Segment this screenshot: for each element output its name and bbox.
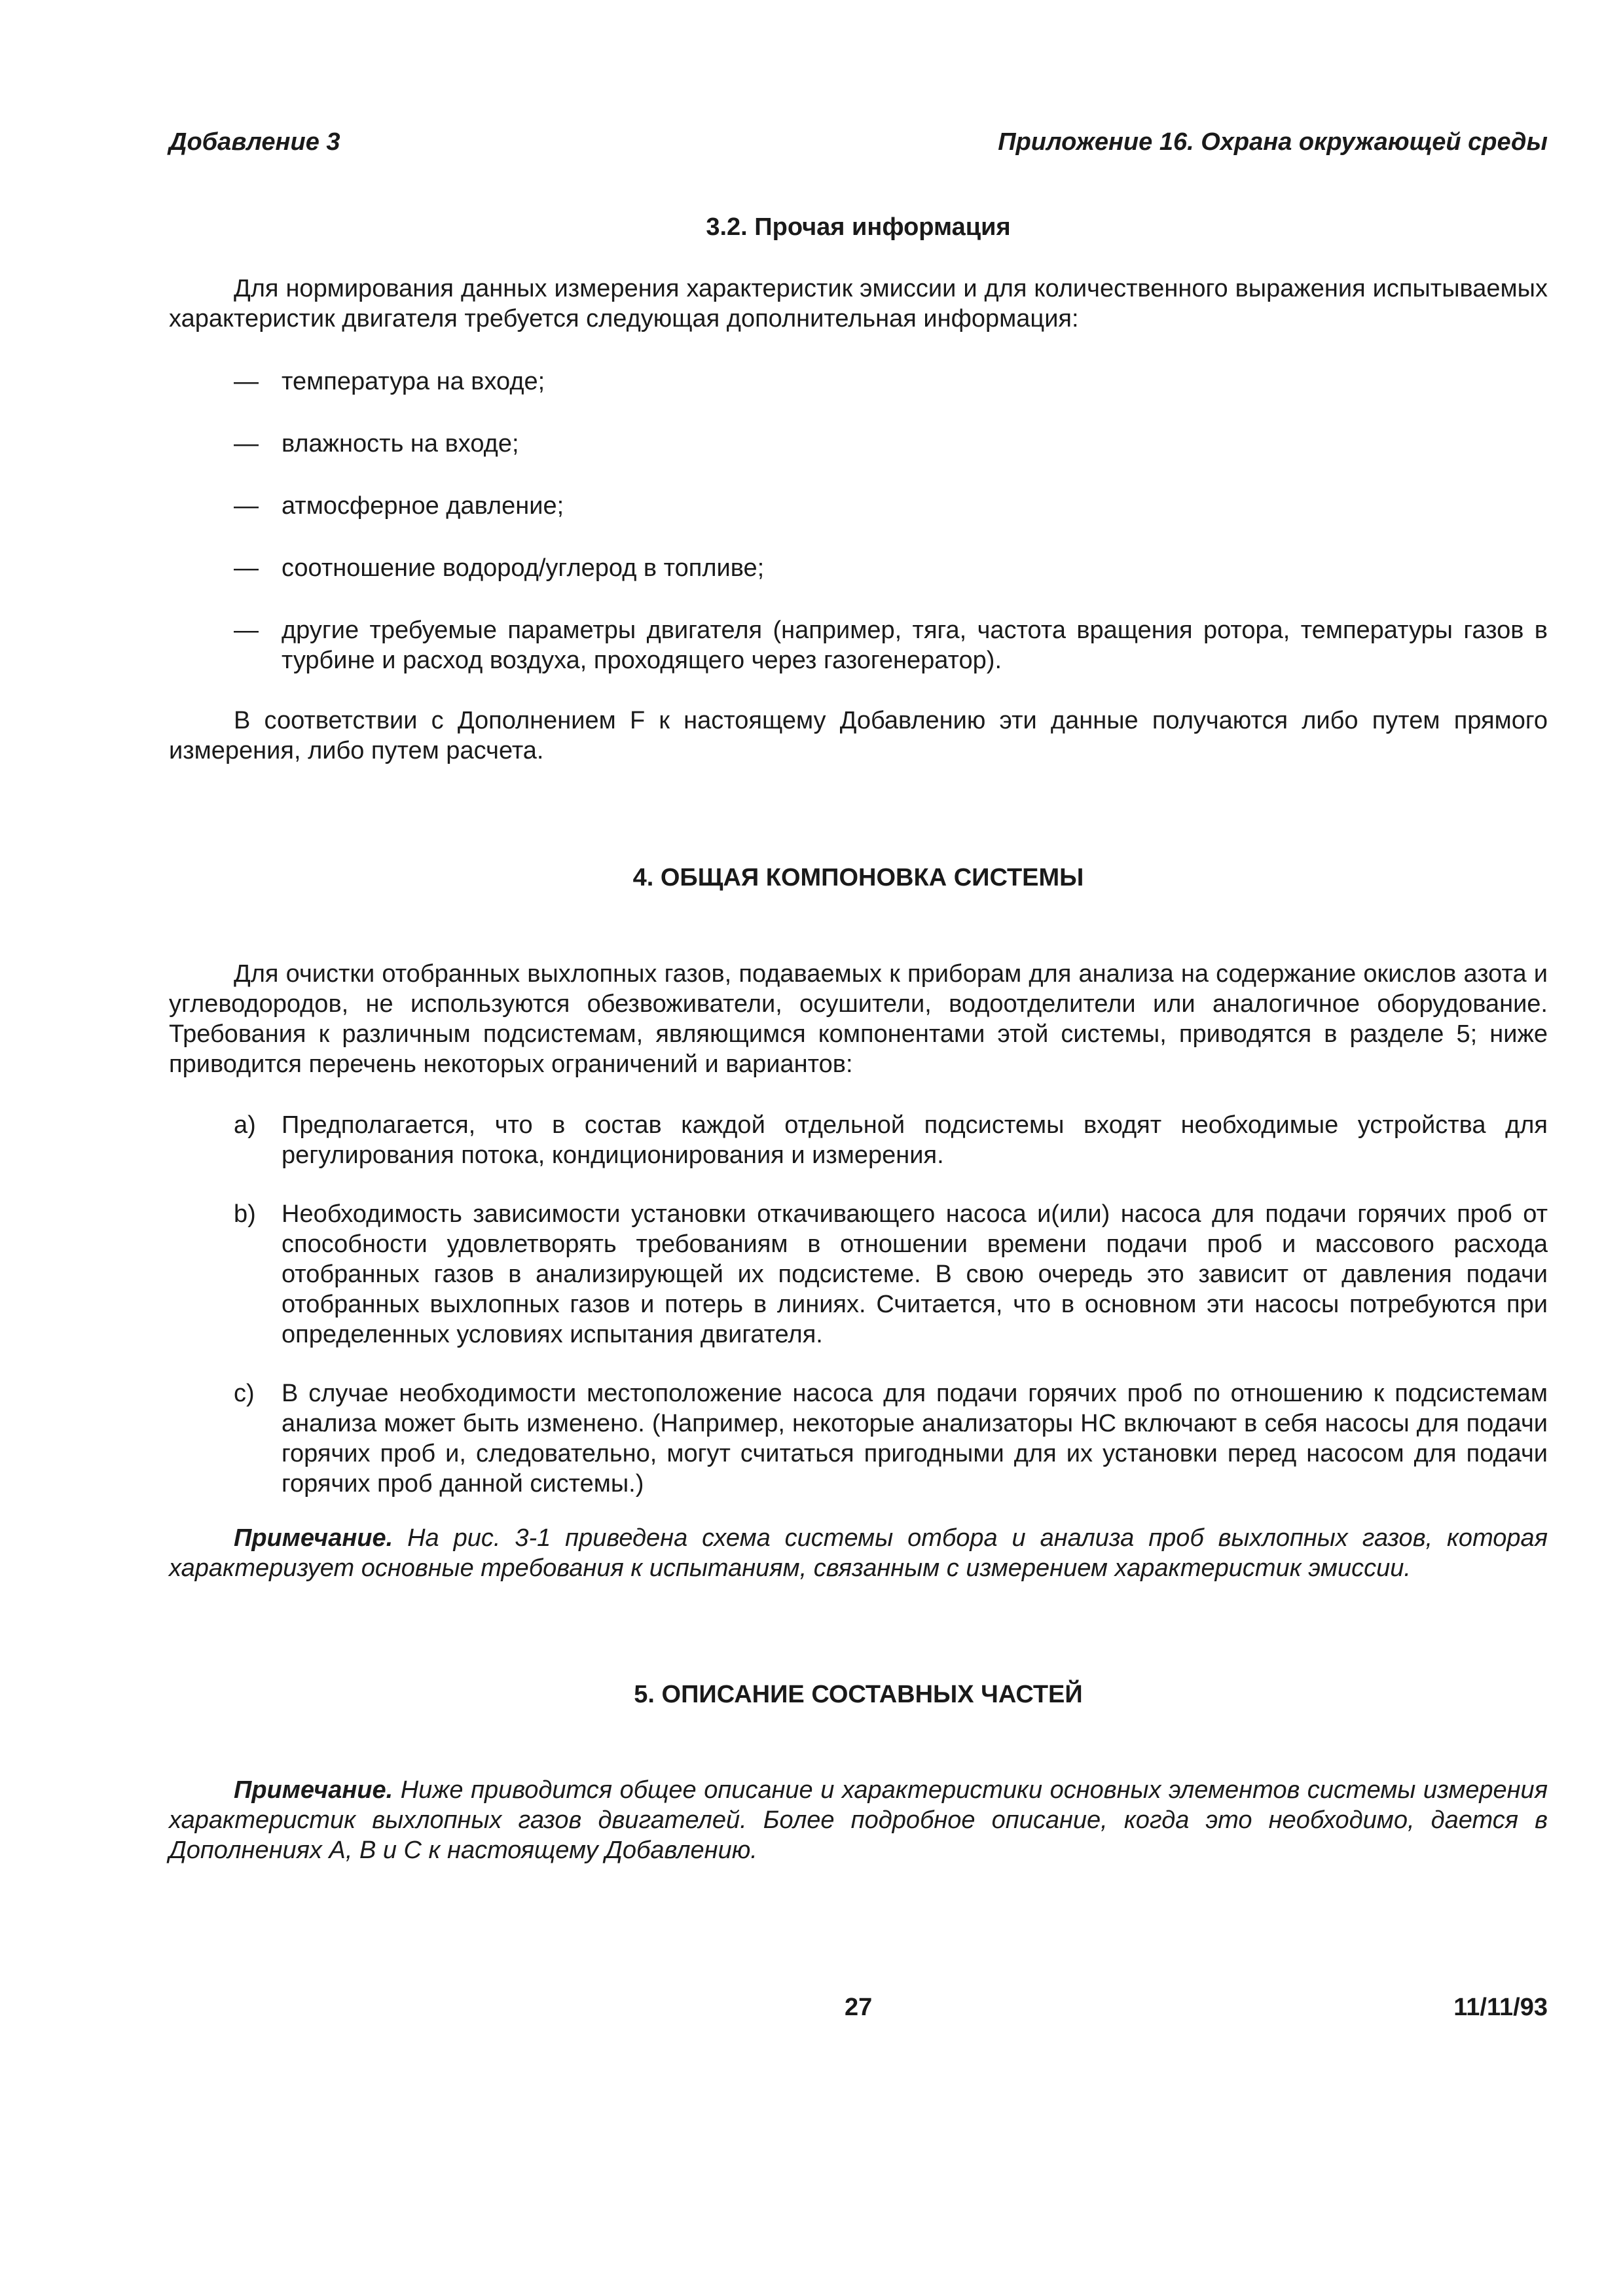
list-marker: c) xyxy=(234,1380,255,1407)
list-item-text: соотношение водород/углерод в топливе; xyxy=(282,554,765,582)
note-text: На рис. 3-1 приведена схема системы отбора и анализа проб выхлопных газов, которая характеризует основные требования к испытаниям, связанным с измерением характеристик эмиссии. xyxy=(169,1524,1548,1582)
section-5-note xyxy=(169,1775,1548,1865)
list-item-text: Предполагается, что в состав каждой отдельной подсистемы входят необходимые устройства для регулирования потока, кондиционирования и измерения. xyxy=(282,1111,1548,1169)
list-item xyxy=(169,367,1548,397)
note-text: Ниже приводится общее описание и характеристики основных элементов системы измерения характеристик выхлопных газов двигателей. Более подробное описание, когда это необходимо, дается в Дополнениях А, В и С к настоящему Добавлению. xyxy=(169,1776,1548,1864)
section-4-intro-block xyxy=(169,959,1548,1079)
list-item xyxy=(169,615,1548,675)
list-item-text: другие требуемые параметры двигателя (например, тяга, частота вращения ротора, температуры газов в турбине и расход воздуха, проходящего через газогенератор). xyxy=(282,617,1548,674)
section-5-note-block xyxy=(169,1775,1548,1865)
section-3-2-intro: Для нормирования данных измерения характеристик эмиссии и для количественного выражения испытываемых характеристик двигателя требуется следующая дополнительная информация: xyxy=(169,275,1548,332)
list-marker: — xyxy=(234,492,259,520)
section-4-intro: Для очистки отобранных выхлопных газов, подаваемых к приборам для анализа на содержание окислов азота и углеводородов, не используются обезвоживатели, осушители, водоотделители или аналогичное оборудование. Требования к различным подсистемам, являющимся компонентами этой системы, приводятся в разделе 5; ниже приводится перечень некоторых ограничений и вариантов: xyxy=(169,960,1548,1078)
section-5-heading-block xyxy=(169,1682,1548,1707)
list-item xyxy=(169,553,1548,583)
header-left-title: Добавление 3 xyxy=(169,128,340,156)
list-item xyxy=(169,491,1548,521)
list-item xyxy=(169,429,1548,459)
footer-date: 11/11/93 xyxy=(1453,1994,1548,2021)
list-item-text: влажность на входе; xyxy=(282,430,519,457)
note-label: Примечание. xyxy=(234,1524,393,1552)
list-marker: — xyxy=(234,368,259,395)
section-5-heading: 5. ОПИСАНИЕ СОСТАВНЫХ ЧАСТЕЙ xyxy=(634,1681,1083,1708)
list-marker: — xyxy=(234,617,259,644)
section-3-2-intro-block xyxy=(169,274,1548,334)
list-item xyxy=(169,1199,1548,1350)
list-marker: — xyxy=(234,554,259,582)
section-4-note xyxy=(169,1523,1548,1583)
list-item-text: температура на входе; xyxy=(282,368,545,395)
section-3-2-closing-block xyxy=(169,706,1548,766)
page-number: 27 xyxy=(845,1994,873,2021)
list-item xyxy=(169,1110,1548,1170)
list-marker: b) xyxy=(234,1200,256,1228)
note-label: Примечание. xyxy=(234,1776,393,1804)
list-item xyxy=(169,1378,1548,1499)
section-4-note-block xyxy=(169,1523,1548,1583)
section-4-heading: 4. ОБЩАЯ КОМПОНОВКА СИСТЕМЫ xyxy=(632,864,1084,891)
list-item-text: Необходимость зависимости установки откачивающего насоса и(или) насоса для подачи горячих проб от способности удовлетворять требованиям в отношении времени подачи проб и массового расхода отобранных газов в анализирующей их подсистеме. В свою очередь это зависит от давления подачи отобранных выхлопных газов и потерь в линиях. Считается, что в основном эти насосы потребуются при определенных условиях испытания двигателя. xyxy=(282,1200,1548,1348)
header-right-title: Приложение 16. Охрана окружающей среды xyxy=(998,128,1548,156)
list-marker: — xyxy=(234,430,259,457)
section-3-2-heading-block xyxy=(169,215,1548,240)
section-3-2-heading: 3.2. Прочая информация xyxy=(706,213,1011,241)
list-item-text: В случае необходимости местоположение насоса для подачи горячих проб по отношению к подсистемам анализа может быть изменено. (Например, некоторые анализаторы НС включают в себя насосы для подачи горячих проб и, следовательно, могут считаться пригодными для их установки перед насосом для подачи горячих проб данной системы.) xyxy=(282,1380,1548,1498)
document-page xyxy=(169,0,1548,2296)
list-marker: a) xyxy=(234,1111,256,1139)
section-3-2-closing: В соответствии с Дополнением F к настоящему Добавлению эти данные получаются либо путем прямого измерения, либо путем расчета. xyxy=(169,707,1548,764)
list-item-text: атмосферное давление; xyxy=(282,492,564,520)
section-4-heading-block xyxy=(169,865,1548,890)
